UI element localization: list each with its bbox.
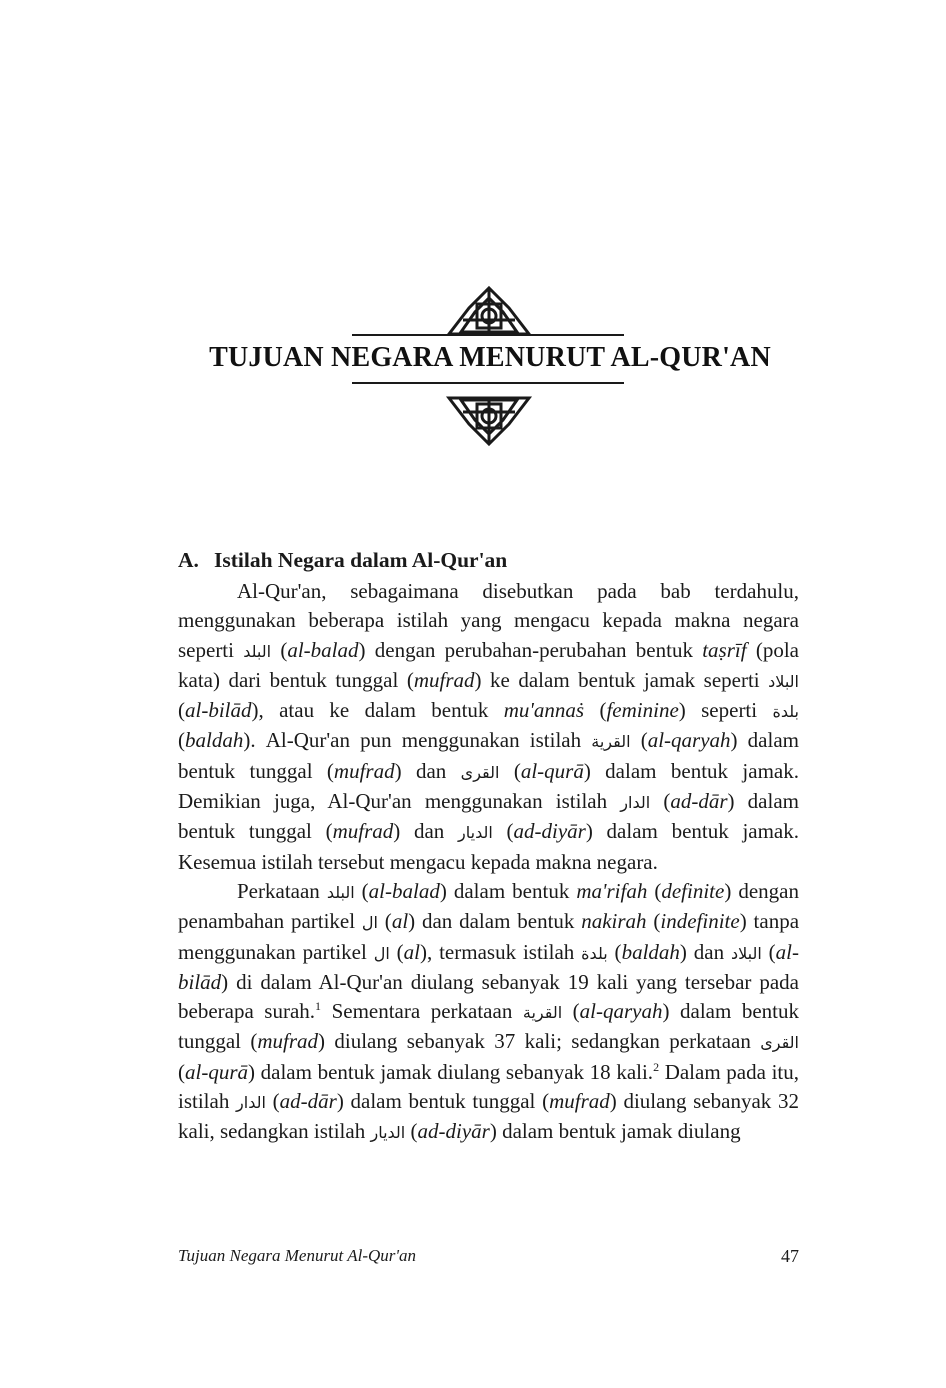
italic-term: baldah (621, 939, 680, 964)
text-run: ( (377, 909, 392, 934)
arabic-term: ال (361, 913, 378, 933)
ornament-bottom-icon (439, 378, 539, 448)
text-run: ( (562, 999, 580, 1024)
paragraph-2 (178, 877, 799, 1148)
arabic-term: البلاد (768, 671, 799, 691)
italic-term: mufrad (257, 1029, 319, 1054)
text-run: ( (492, 819, 514, 844)
italic-term: ma'rifah (576, 878, 648, 903)
paragraph-1 (178, 577, 799, 877)
text-run: Perkataan (237, 878, 327, 903)
text-run: ) dalam bentuk tunggal ( (336, 1089, 550, 1114)
arabic-term: البلد (326, 882, 355, 902)
italic-term: nakirah (581, 909, 647, 934)
text-run: ( (607, 939, 622, 964)
italic-term: al-qaryah (579, 999, 663, 1024)
italic-term: definite (661, 878, 725, 903)
text-run: ), atau ke dalam bentuk (251, 698, 504, 723)
section-label: A. (178, 548, 199, 572)
footnote-ref: 1 (315, 999, 322, 1014)
text-run: ) dalam bentuk tunggal ( (178, 999, 799, 1054)
text-run: ) dalam bentuk jamak. Kesemua istilah tersebut mengacu kepada makna negara. (178, 819, 800, 874)
text-run: ( (178, 728, 185, 753)
italic-term: taṣrīf (702, 637, 747, 662)
italic-term: ad-dār (670, 789, 728, 814)
arabic-term: الدار (236, 1093, 266, 1113)
text-run: ) diulang sebanyak 32 kali, sedangkan istilah (178, 1089, 799, 1144)
italic-term: al-balad (368, 878, 440, 903)
text-run: ) seperti (678, 698, 773, 723)
text-run: ) dengan penambahan partikel (178, 878, 799, 934)
running-title: Tujuan Negara Menurut Al-Qur'an (178, 1246, 417, 1265)
text-run: ( (761, 939, 776, 964)
text-run: ) ke dalam bentuk jamak seperti (474, 667, 769, 692)
text-run: ) di dalam Al-Qur'an diulang sebanyak 19 kali yang tersebar pada beberapa surah. (178, 969, 799, 1024)
text-run: ( (499, 758, 521, 783)
text-run: Sementara perkataan (321, 999, 523, 1024)
text-run: ( (405, 1119, 418, 1144)
italic-term: ad-diyār (513, 819, 586, 844)
italic-term: mufrad (332, 819, 394, 844)
italic-term: mufrad (333, 758, 395, 783)
text-run: ) dengan perubahan-perubahan bentuk (358, 637, 703, 662)
chapter-title: TUJUAN NEGARA MENURUT AL-QUR'AN (209, 342, 771, 373)
footnote-ref: 2 (653, 1059, 660, 1074)
arabic-term: القرية (522, 1003, 563, 1023)
text-run: ), termasuk istilah (419, 939, 582, 964)
arabic-term: بلدة (581, 943, 608, 963)
page-footer (178, 1246, 799, 1272)
italic-term: ad-dār (279, 1089, 337, 1114)
italic-term: al-qaryah (647, 728, 731, 753)
text-run: ( (630, 728, 648, 753)
text-run: ) dalam bentuk jamak. Demikian juga, Al-Qur'an menggunakan istilah (178, 758, 799, 814)
text-run: Dalam pada itu, istilah (178, 1059, 799, 1114)
text-run: ( (584, 698, 607, 723)
text-run: ) dalam bentuk (439, 878, 577, 903)
italic-term: feminine (606, 698, 679, 723)
text-run: ) dan (394, 758, 461, 783)
chapter-header (0, 282, 946, 442)
text-run: ( (178, 698, 185, 723)
text-run: ( (265, 1089, 280, 1114)
text-run: ) dalam bentuk jamak diulang (489, 1119, 741, 1144)
arabic-term: الديار (370, 1123, 406, 1143)
text-run: (pola kata) dari bentuk tunggal ( (178, 637, 799, 692)
title-rule-top (352, 334, 624, 336)
text-run: ( (354, 878, 369, 903)
text-run: ( (178, 1059, 185, 1084)
arabic-term: القرى (460, 762, 500, 782)
arabic-term: البلد (243, 641, 272, 661)
italic-term: al-bilād (178, 939, 799, 994)
italic-term: al-qurā (520, 758, 584, 783)
section-title: Istilah Negara dalam Al-Qur'an (214, 548, 508, 572)
text-run: ( (271, 637, 288, 662)
text-run: ) dan dalam bentuk (408, 909, 582, 934)
text-run: ) dan (393, 819, 459, 844)
text-run: ( (646, 909, 661, 934)
text-run: ) diulang sebanyak 37 kali; sedangkan perkataan (318, 1029, 761, 1054)
page-number: 47 (781, 1246, 799, 1266)
arabic-term: بلدة (772, 702, 799, 722)
text-run: ( (650, 789, 671, 814)
text-run: ) dalam bentuk tunggal ( (178, 789, 799, 844)
text-run: ( (647, 878, 662, 903)
text-run: Al-Qur'an, sebagaimana disebutkan pada bab terdahulu, menggunakan beberapa istilah yang mengacu kepada makna negara seperti (178, 579, 799, 662)
italic-term: al-balad (287, 637, 359, 662)
italic-term: mufrad (413, 667, 475, 692)
text-run: ) dan (679, 939, 731, 964)
italic-term: al (403, 939, 420, 964)
italic-term: al (391, 909, 409, 934)
arabic-term: البلاد (730, 943, 762, 963)
italic-term: indefinite (660, 909, 740, 934)
arabic-term: الدار (620, 793, 651, 813)
arabic-term: ال (373, 943, 390, 963)
text-run: ) dalam bentuk jamak diulang sebanyak 18 kali. (248, 1059, 654, 1084)
text-run: ) tanpa menggunakan partikel (178, 909, 800, 964)
text-run: ). Al-Qur'an pun menggunakan istilah (243, 728, 592, 753)
section-heading (178, 546, 799, 575)
text-run: ( (389, 939, 404, 964)
body-content (178, 546, 799, 1148)
italic-term: baldah (185, 728, 244, 753)
arabic-term: القرى (760, 1033, 799, 1053)
arabic-term: الديار (458, 823, 493, 843)
text-run: ) dalam bentuk tunggal ( (178, 728, 799, 783)
italic-term: al-qurā (185, 1059, 248, 1084)
italic-term: mu'annaṡ (503, 698, 585, 723)
italic-term: mufrad (549, 1089, 610, 1114)
italic-term: ad-diyār (417, 1119, 490, 1144)
arabic-term: القرية (591, 732, 631, 752)
italic-term: al-bilād (185, 698, 252, 723)
